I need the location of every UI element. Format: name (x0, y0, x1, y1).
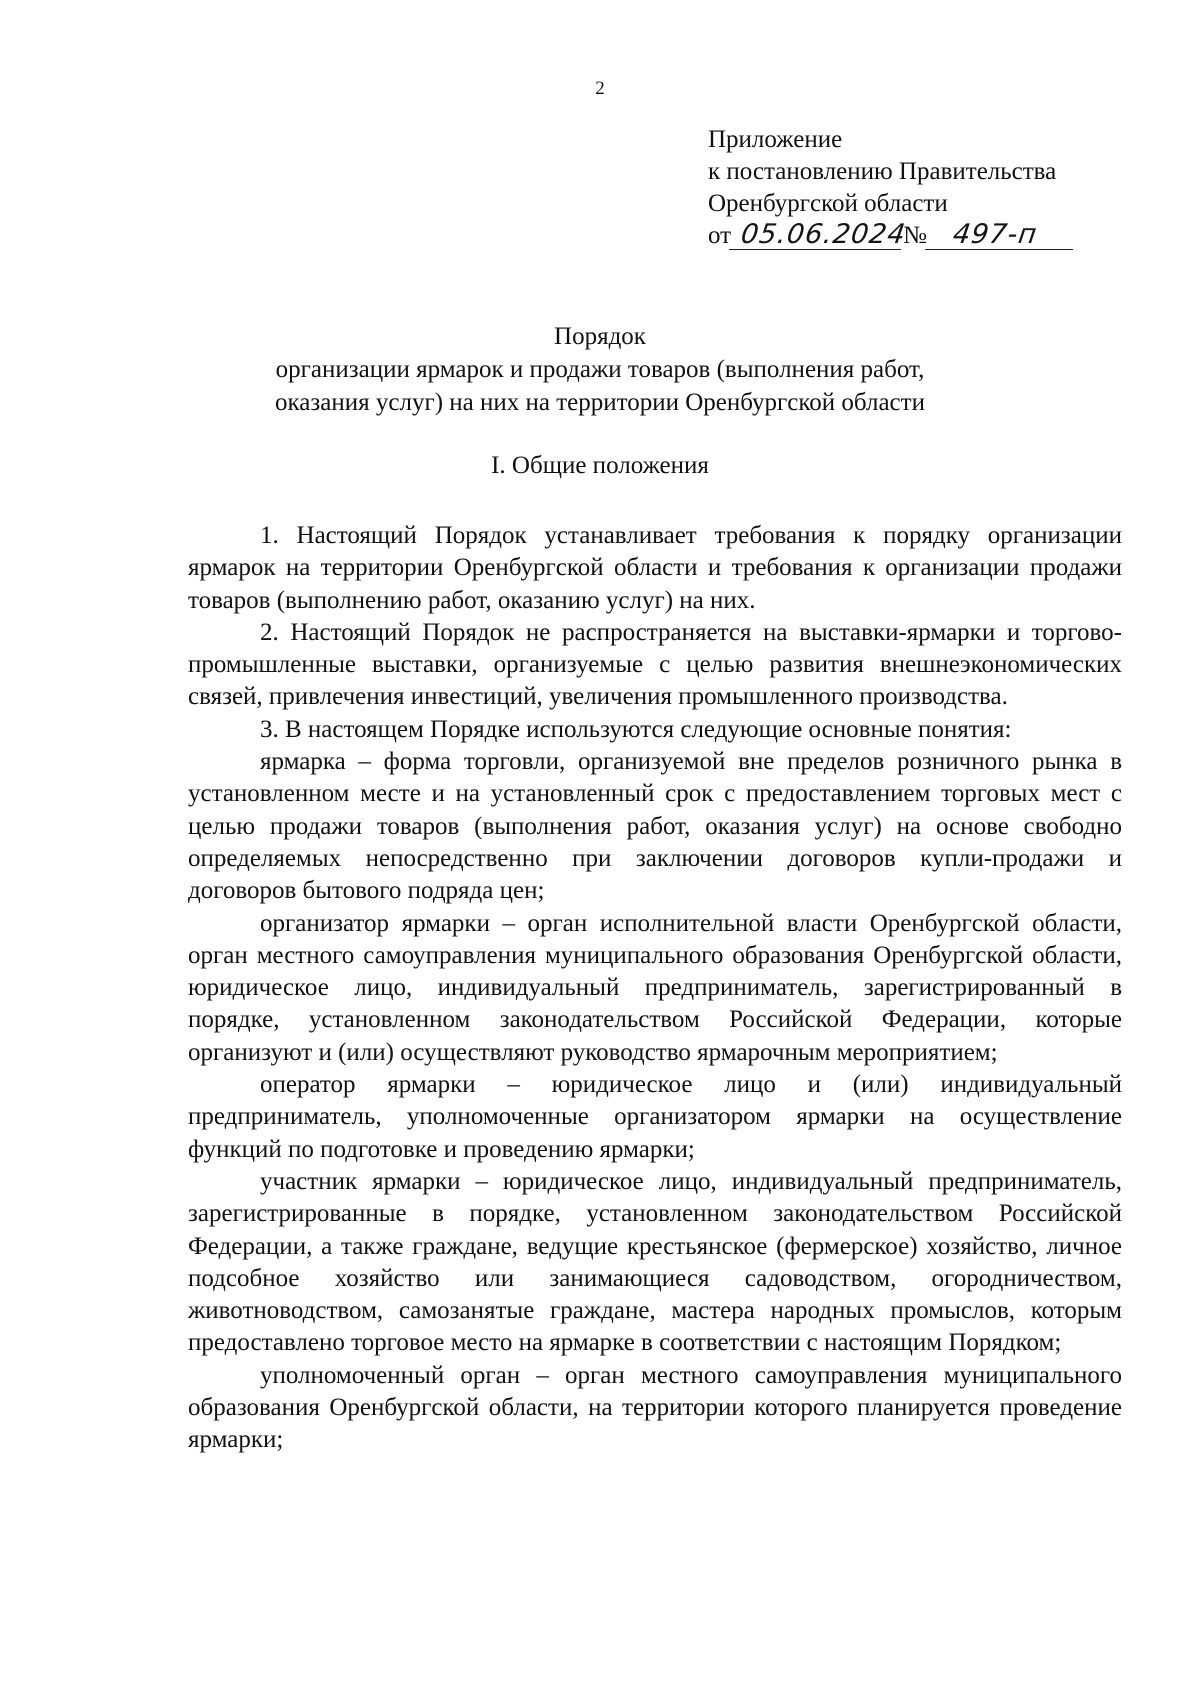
paragraph-1: 1. Настоящий Порядок устанавливает требования к порядку организации ярмарок на территории Оренбургской области и требования к организации продажи товаров (выполнению работ, оказанию услуг) на них. (188, 522, 1122, 614)
appendix-title: Приложение (708, 126, 843, 153)
handwritten-date: 05.06.2024 (729, 221, 905, 250)
document-title (0, 320, 1200, 419)
title-line-1: Порядок (554, 323, 646, 350)
paragraph-2: 2. Настоящий Порядок не распространяется на выставки-ярмарки и торгово-промышленные выставки, организуемые с целью развития внешнеэкономических связей, привлечения инвестиций, увеличения промышленного производства. (188, 618, 1122, 711)
definition-fair: ярмарка – форма торговли, организуемой вне пределов розничного рынка в установленном месте и на установленный срок с предоставлением торговых мест с целью продажи товаров (выполнения работ, оказания услуг) на основе свободно определяемых непосредственно при заключении договоров купли-продажи и договоров бытового подряда цен; (188, 748, 1122, 905)
appendix-date-line (708, 220, 1128, 252)
title-line-2: организации ярмарок и продажи товаров (выполнения работ, (275, 356, 925, 383)
number-prefix: № (903, 222, 927, 249)
page-number: 2 (595, 78, 605, 99)
document-body (188, 520, 1122, 1457)
paragraph-3: 3. В настоящем Порядке используются следующие основные понятия: (260, 715, 1012, 743)
handwritten-number: 497-п (925, 221, 1077, 250)
title-line-3: оказания услуг) на них на территории Оренбургской области (275, 389, 925, 416)
definition-authorized-body: уполномоченный орган – орган местного самоуправления муниципального образования Оренбургской области, на территории которого планируется проведение ярмарки; (188, 1361, 1122, 1454)
appendix-region: Оренбургской области (708, 190, 948, 217)
definition-organizer: организатор ярмарки – орган исполнительной власти Оренбургской области, орган местного самоуправления муниципального образования Оренбургской области, юридическое лицо, индивидуальный предприниматель, зарегистрированный в порядке, установленном законодательством Российской Федерации, которые организуют и (или) осуществляют руководство ярмарочным мероприятием; (188, 909, 1122, 1066)
date-prefix: от (708, 222, 732, 249)
appendix-block (708, 124, 1128, 252)
section-heading: I. Общие положения (491, 452, 709, 479)
appendix-reference: к постановлению Правительства (708, 158, 1057, 185)
definition-operator: оператор ярмарки – юридическое лицо и (или) индивидуальный предприниматель, уполномоченные организатором ярмарки на осуществление функций по подготовке и проведению ярмарки; (188, 1071, 1122, 1163)
definition-participant: участник ярмарки – юридическое лицо, индивидуальный предприниматель, зарегистрированные в порядке, установленном законодательством Российской Федерации, а также граждане, ведущие крестьянское (фермерское) хозяйство, личное подсобное хозяйство или занимающиеся садоводством, огородничеством, животноводством, самозанятые граждане, мастера народных промыслов, которым предоставлено торговое место на ярмарке в соответствии с настоящим Порядком; (188, 1167, 1122, 1357)
